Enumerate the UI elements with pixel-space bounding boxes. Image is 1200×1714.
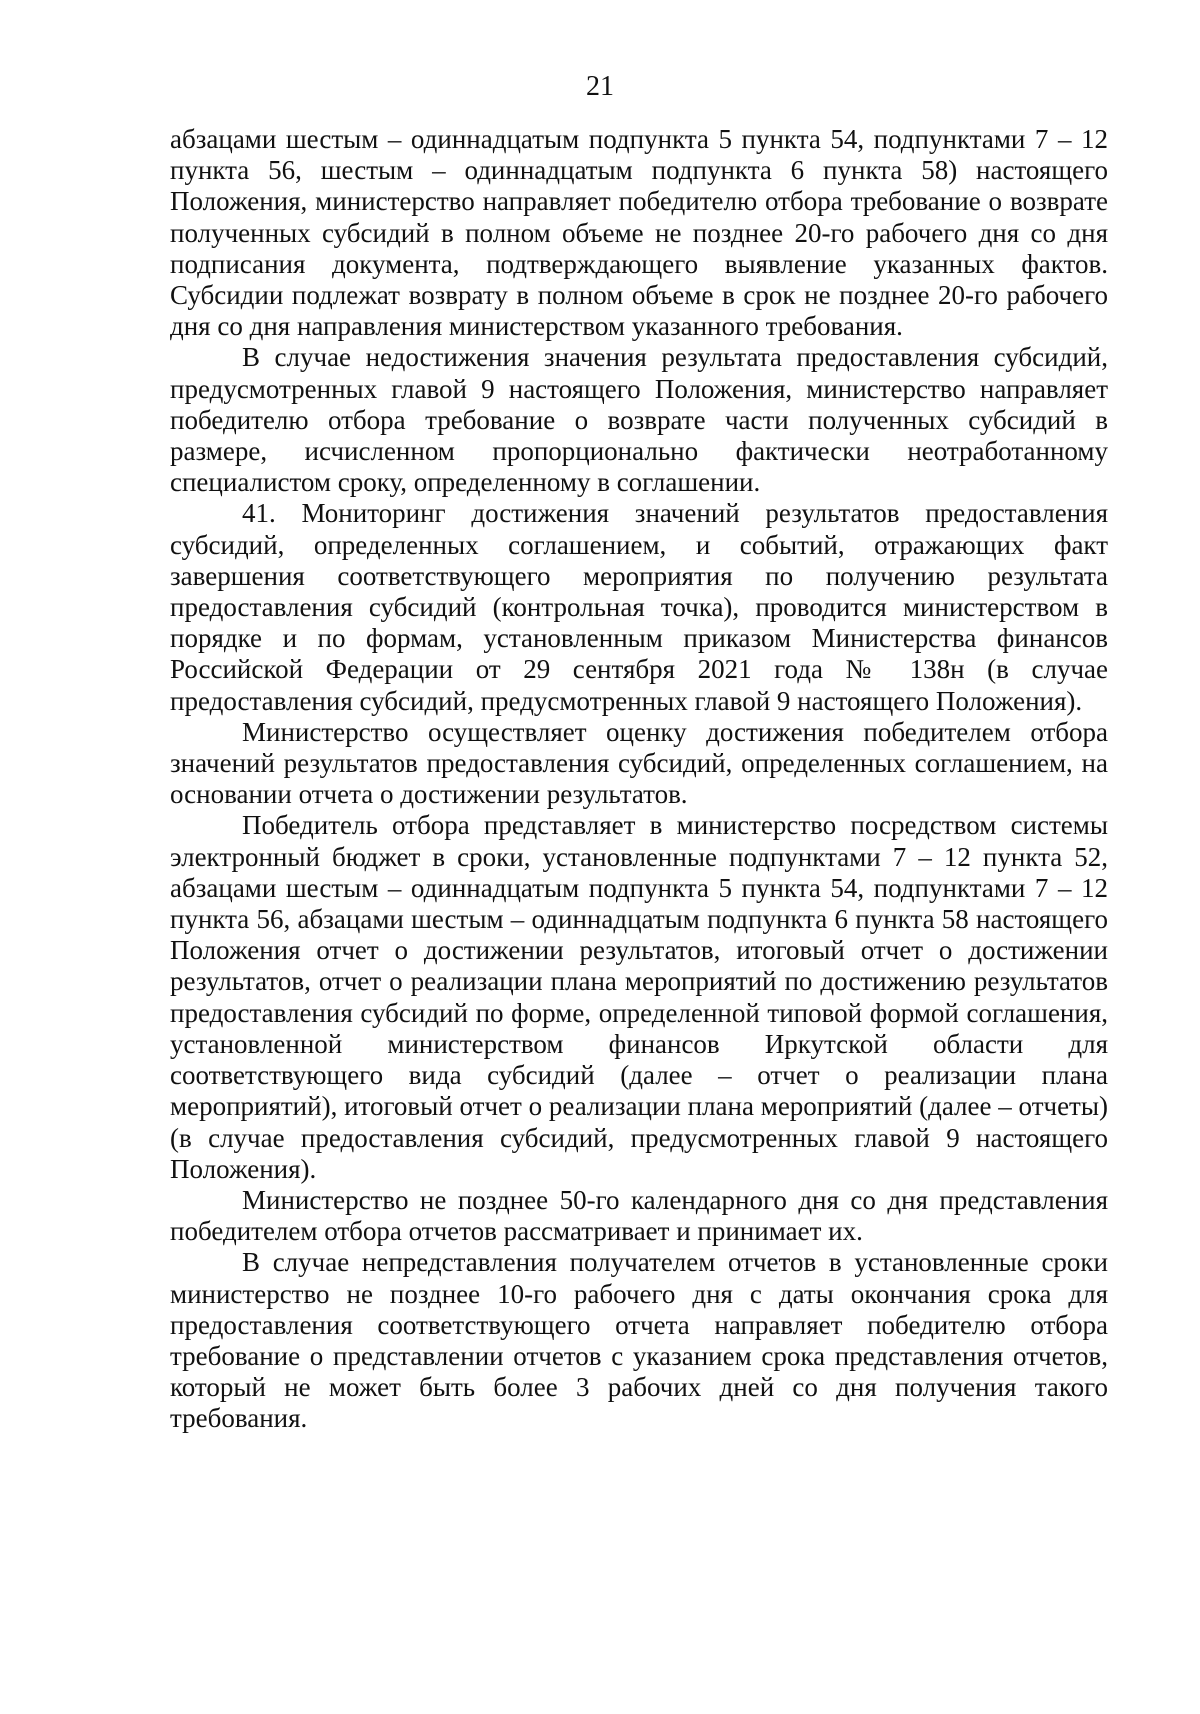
paragraph-6: Министерство не позднее 50-го календарного дня со дня представления победителем отбора отчетов рассматривает и принимает их. <box>170 1184 1108 1247</box>
paragraph-7: В случае непредставления получателем отчетов в установленные сроки министерство не позднее 10-го рабочего дня с даты окончания срока для предоставления соответствующего отчета направляет победителю отбора требование о представлении отчетов с указанием срока представления отчетов, который не может быть более 3 рабочих дней со дня получения такого требования. <box>170 1247 1108 1434</box>
paragraph-1: абзацами шестым – одиннадцатым подпункта 5 пункта 54, подпунктами 7 – 12 пункта 56, шестым – одиннадцатым подпункта 6 пункта 58) настоящего Положения, министерство направляет победителю отбора требование о возврате полученных субсидий в полном объеме не позднее 20-го рабочего дня со дня подписания документа, подтверждающего выявление указанных фактов. Субсидии подлежат возврату в полном объеме в срок не позднее 20-го рабочего дня со дня направления министерством указанного требования. <box>170 124 1108 342</box>
page-number: 21 <box>586 71 614 102</box>
document-body <box>170 124 1108 1435</box>
paragraph-4: Министерство осуществляет оценку достижения победителем отбора значений результатов предоставления субсидий, определенных соглашением, на основании отчета о достижении результатов. <box>170 716 1108 810</box>
paragraph-3-item-41: 41. Мониторинг достижения значений результатов предоставления субсидий, определенных соглашением, и событий, отражающих факт завершения соответствующего мероприятия по получению результата предоставления субсидий (контрольная точка), проводится министерством в порядке и по формам, установленным приказом Министерства финансов Российской Федерации от 29 сентября 2021 года № 138н (в случае предоставления субсидий, предусмотренных главой 9 настоящего Положения). <box>170 498 1108 716</box>
paragraph-5: Победитель отбора представляет в министерство посредством системы электронный бюджет в сроки, установленные подпунктами 7 – 12 пункта 52, абзацами шестым – одиннадцатым подпункта 5 пункта 54, подпунктами 7 – 12 пункта 56, абзацами шестым – одиннадцатым подпункта 6 пункта 58 настоящего Положения отчет о достижении результатов, итоговый отчет о достижении результатов, отчет о реализации плана мероприятий по достижению результатов предоставления субсидий по форме, определенной типовой формой соглашения, установленной министерством финансов Иркутской области для соответствующего вида субсидий (далее – отчет о реализации плана мероприятий), итоговый отчет о реализации плана мероприятий (далее – отчеты) (в случае предоставления субсидий, предусмотренных главой 9 настоящего Положения). <box>170 810 1108 1184</box>
paragraph-2: В случае недостижения значения результата предоставления субсидий, предусмотренных главой 9 настоящего Положения, министерство направляет победителю отбора требование о возврате части полученных субсидий в размере, исчисленном пропорционально фактически неотработанному специалистом сроку, определенному в соглашении. <box>170 342 1108 498</box>
